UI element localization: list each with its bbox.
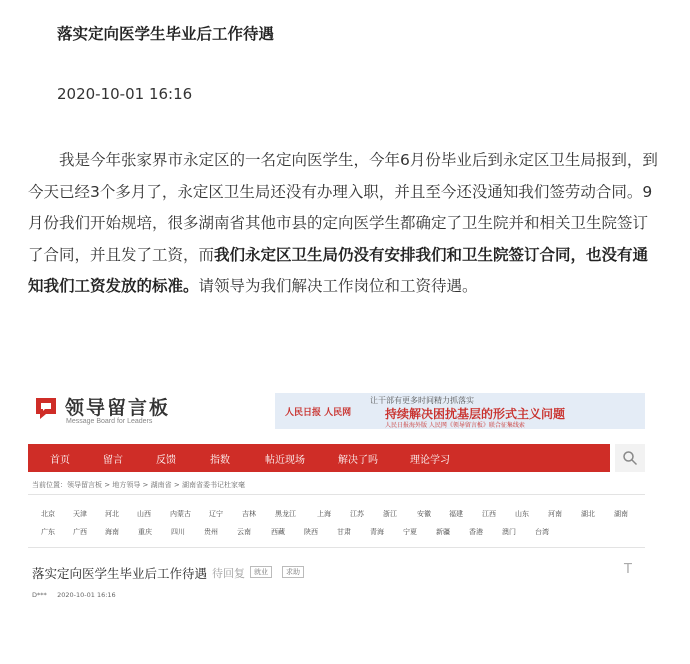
region-link[interactable]: 安徽 (417, 510, 431, 518)
region-link[interactable]: 江苏 (350, 510, 364, 518)
banner-line3: 人民日报海外版 人民网《领导留言板》联合征集线索 (385, 422, 525, 429)
speech-bubble-icon (34, 396, 58, 420)
embedded-screenshot (28, 384, 645, 610)
region-link[interactable]: 黑龙江 (275, 510, 296, 518)
banner-line1: 让干部有更多时间精力抓落实 (370, 396, 474, 405)
region-link[interactable]: 山东 (515, 510, 529, 518)
search-button[interactable] (615, 444, 645, 472)
region-link[interactable]: 河北 (105, 510, 119, 518)
nav-solved[interactable]: 解决了吗 (338, 455, 378, 466)
region-link[interactable]: 甘肃 (337, 528, 351, 536)
region-link[interactable]: 浙江 (383, 510, 397, 518)
question-status: 待回复 (212, 567, 245, 580)
article-body (28, 145, 658, 303)
region-link[interactable]: 江西 (482, 510, 496, 518)
nav-home[interactable]: 首页 (50, 455, 70, 466)
site-logo-text[interactable]: 领导留言板 (65, 397, 171, 419)
nav-message[interactable]: 留言 (103, 455, 123, 466)
article-date: 2020-10-01 16:16 (57, 85, 193, 103)
breadcrumb: 当前位置：领导留言板 > 地方领导 > 湖南省 > 湖南省委书记杜家毫 (32, 481, 245, 489)
region-link[interactable]: 辽宁 (209, 510, 223, 518)
region-link[interactable]: 海南 (105, 528, 119, 536)
region-link[interactable]: 西藏 (271, 528, 285, 536)
search-icon (622, 450, 638, 466)
font-size-toggle[interactable]: T (624, 562, 632, 577)
body-text-normal: 我是今年张家界市永定区的一名定向医学生，今年6月份毕业后到永定区卫生局报到，到今天已经3个多月了，永定区卫生局还没有办理入职，并且至今还没通知我们签劳动合同。9月份我们开始规培，很多湖南省其他市县的定向医学生都确定了卫生院并和相关卫生院签订了合同，并且发了工资，而 (28, 151, 658, 264)
question-date: 2020-10-01 16:16 (57, 591, 116, 599)
main-nav (28, 444, 610, 472)
question-title: 落实定向医学生毕业后工作待遇 (32, 566, 208, 581)
divider (28, 494, 645, 495)
region-link[interactable]: 贵州 (204, 528, 218, 536)
region-link[interactable]: 青海 (370, 528, 384, 536)
region-link[interactable]: 湖北 (581, 510, 595, 518)
region-link[interactable]: 新疆 (436, 528, 450, 536)
question-meta (32, 591, 116, 599)
region-link[interactable]: 广东 (41, 528, 55, 536)
region-link[interactable]: 香港 (469, 528, 483, 536)
body-text-end: 请领导为我们解决工作岗位和工资待遇。 (198, 277, 478, 295)
article-title: 落实定向医学生毕业后工作待遇 (57, 25, 275, 43)
tag-help[interactable]: 求助 (282, 566, 304, 578)
site-logo-subtitle: Message Board for Leaders (66, 418, 153, 425)
banner-line2: 持续解决困扰基层的形式主义问题 (385, 407, 566, 421)
region-link[interactable]: 广西 (73, 528, 87, 536)
region-link[interactable]: 福建 (449, 510, 463, 518)
region-link[interactable]: 内蒙古 (170, 510, 191, 518)
region-link[interactable]: 北京 (41, 510, 55, 518)
region-link[interactable]: 陕西 (304, 528, 318, 536)
region-link[interactable]: 天津 (73, 510, 87, 518)
nav-field[interactable]: 帖近现场 (265, 455, 305, 466)
region-link[interactable]: 吉林 (242, 510, 256, 518)
body-text-bold: 我们永定区卫生局仍没有安排我们和卫生院签订合同，也没有通知我们工资发放的标准。 (28, 245, 649, 295)
region-link[interactable]: 河南 (548, 510, 562, 518)
region-link[interactable]: 上海 (317, 510, 331, 518)
nav-feedback[interactable]: 反馈 (156, 455, 176, 466)
question-author: D*** (32, 591, 47, 599)
region-link[interactable]: 宁夏 (403, 528, 417, 536)
region-link[interactable]: 云南 (237, 528, 251, 536)
region-link[interactable]: 澳门 (502, 528, 516, 536)
tag-employment[interactable]: 就业 (250, 566, 272, 578)
region-link[interactable]: 台湾 (535, 528, 549, 536)
nav-theory[interactable]: 理论学习 (410, 455, 450, 466)
region-link[interactable]: 四川 (171, 528, 185, 536)
banner-logos: 人民日报 人民网 (285, 408, 352, 418)
region-link[interactable]: 湖南 (614, 510, 628, 518)
promo-banner[interactable] (275, 393, 645, 429)
divider (28, 547, 645, 548)
region-link[interactable]: 山西 (137, 510, 151, 518)
nav-index[interactable]: 指数 (210, 455, 230, 466)
region-link[interactable]: 重庆 (138, 528, 152, 536)
